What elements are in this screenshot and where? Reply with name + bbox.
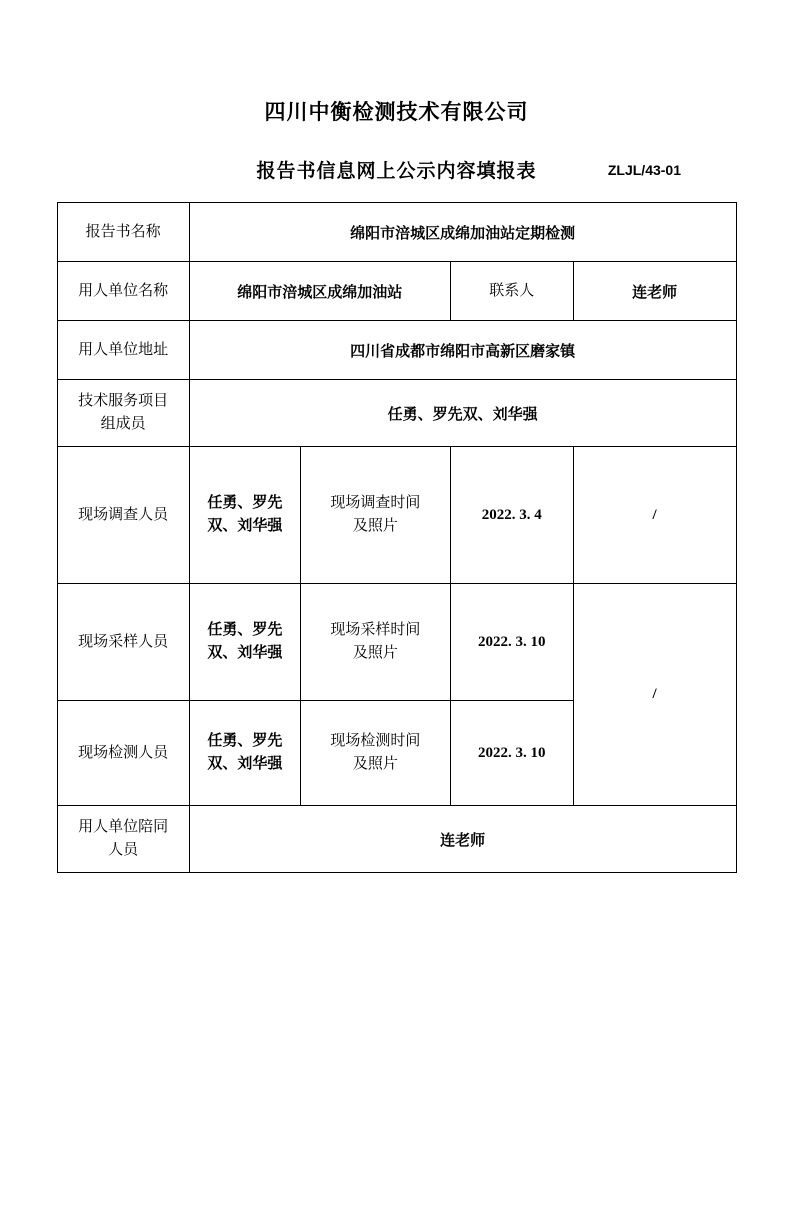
service-team-label [57, 380, 189, 447]
site-sampling-item [300, 584, 450, 701]
client-address-value: 四川省成都市绵阳市高新区磨家镇 [189, 321, 736, 380]
site-survey-personnel-line1: 任勇、罗先 [207, 494, 283, 511]
site-sampling-personnel [189, 584, 300, 701]
site-sampling-label: 现场采样人员 [57, 584, 189, 701]
accompanying-label-line2: 人员 [108, 842, 139, 858]
table-row [57, 806, 736, 873]
client-address-label: 用人单位地址 [57, 321, 189, 380]
table-row [57, 447, 736, 584]
site-testing-item [300, 701, 450, 806]
site-survey-item [300, 447, 450, 584]
company-title: 四川中衡检测技术有限公司 [264, 100, 529, 124]
subtitle-row [0, 156, 793, 184]
report-name-label: 报告书名称 [57, 203, 189, 262]
site-survey-label: 现场调查人员 [57, 447, 189, 584]
site-testing-label: 现场检测人员 [57, 701, 189, 806]
table-row [57, 584, 736, 701]
site-sampling-item-line1: 现场采样时间 [330, 621, 421, 638]
table-row [57, 262, 736, 321]
contact-value: 连老师 [573, 262, 736, 321]
service-team-label-line2: 组成员 [100, 416, 146, 432]
site-testing-date: 2022. 3. 10 [450, 701, 573, 806]
client-name-label: 用人单位名称 [57, 262, 189, 321]
client-name-value: 绵阳市涪城区成绵加油站 [189, 262, 450, 321]
site-survey-item-line2: 及照片 [352, 518, 398, 534]
report-name-value: 绵阳市涪城区成绵加油站定期检测 [189, 203, 736, 262]
site-sampling-date: 2022. 3. 10 [450, 584, 573, 701]
site-testing-personnel-line1: 任勇、罗先 [207, 732, 283, 749]
site-testing-item-line1: 现场检测时间 [330, 732, 421, 749]
site-sampling-photo: / [573, 584, 736, 806]
document-page [0, 96, 793, 1218]
site-survey-personnel [189, 447, 300, 584]
site-sampling-personnel-line1: 任勇、罗先 [207, 621, 283, 638]
service-team-label-line1: 技术服务项目 [78, 392, 169, 409]
table-row [57, 203, 736, 262]
site-survey-photo: / [573, 447, 736, 584]
site-sampling-item-line2: 及照片 [352, 645, 398, 661]
site-survey-date: 2022. 3. 4 [450, 447, 573, 584]
site-survey-personnel-line2: 双、刘华强 [207, 518, 283, 534]
site-testing-item-line2: 及照片 [352, 756, 398, 772]
accompanying-label-line1: 用人单位陪同 [78, 818, 169, 835]
site-survey-item-line1: 现场调查时间 [330, 494, 421, 511]
accompanying-value: 连老师 [189, 806, 736, 873]
table-row [57, 321, 736, 380]
table-row [57, 380, 736, 447]
contact-label: 联系人 [450, 262, 573, 321]
service-team-value: 任勇、罗先双、刘华强 [189, 380, 736, 447]
accompanying-label [57, 806, 189, 873]
form-title: 报告书信息网上公示内容填报表 [256, 161, 537, 182]
report-info-table [57, 202, 737, 873]
form-code: ZLJL/43-01 [607, 162, 681, 178]
site-testing-personnel [189, 701, 300, 806]
site-sampling-personnel-line2: 双、刘华强 [207, 645, 283, 661]
site-testing-personnel-line2: 双、刘华强 [207, 756, 283, 772]
